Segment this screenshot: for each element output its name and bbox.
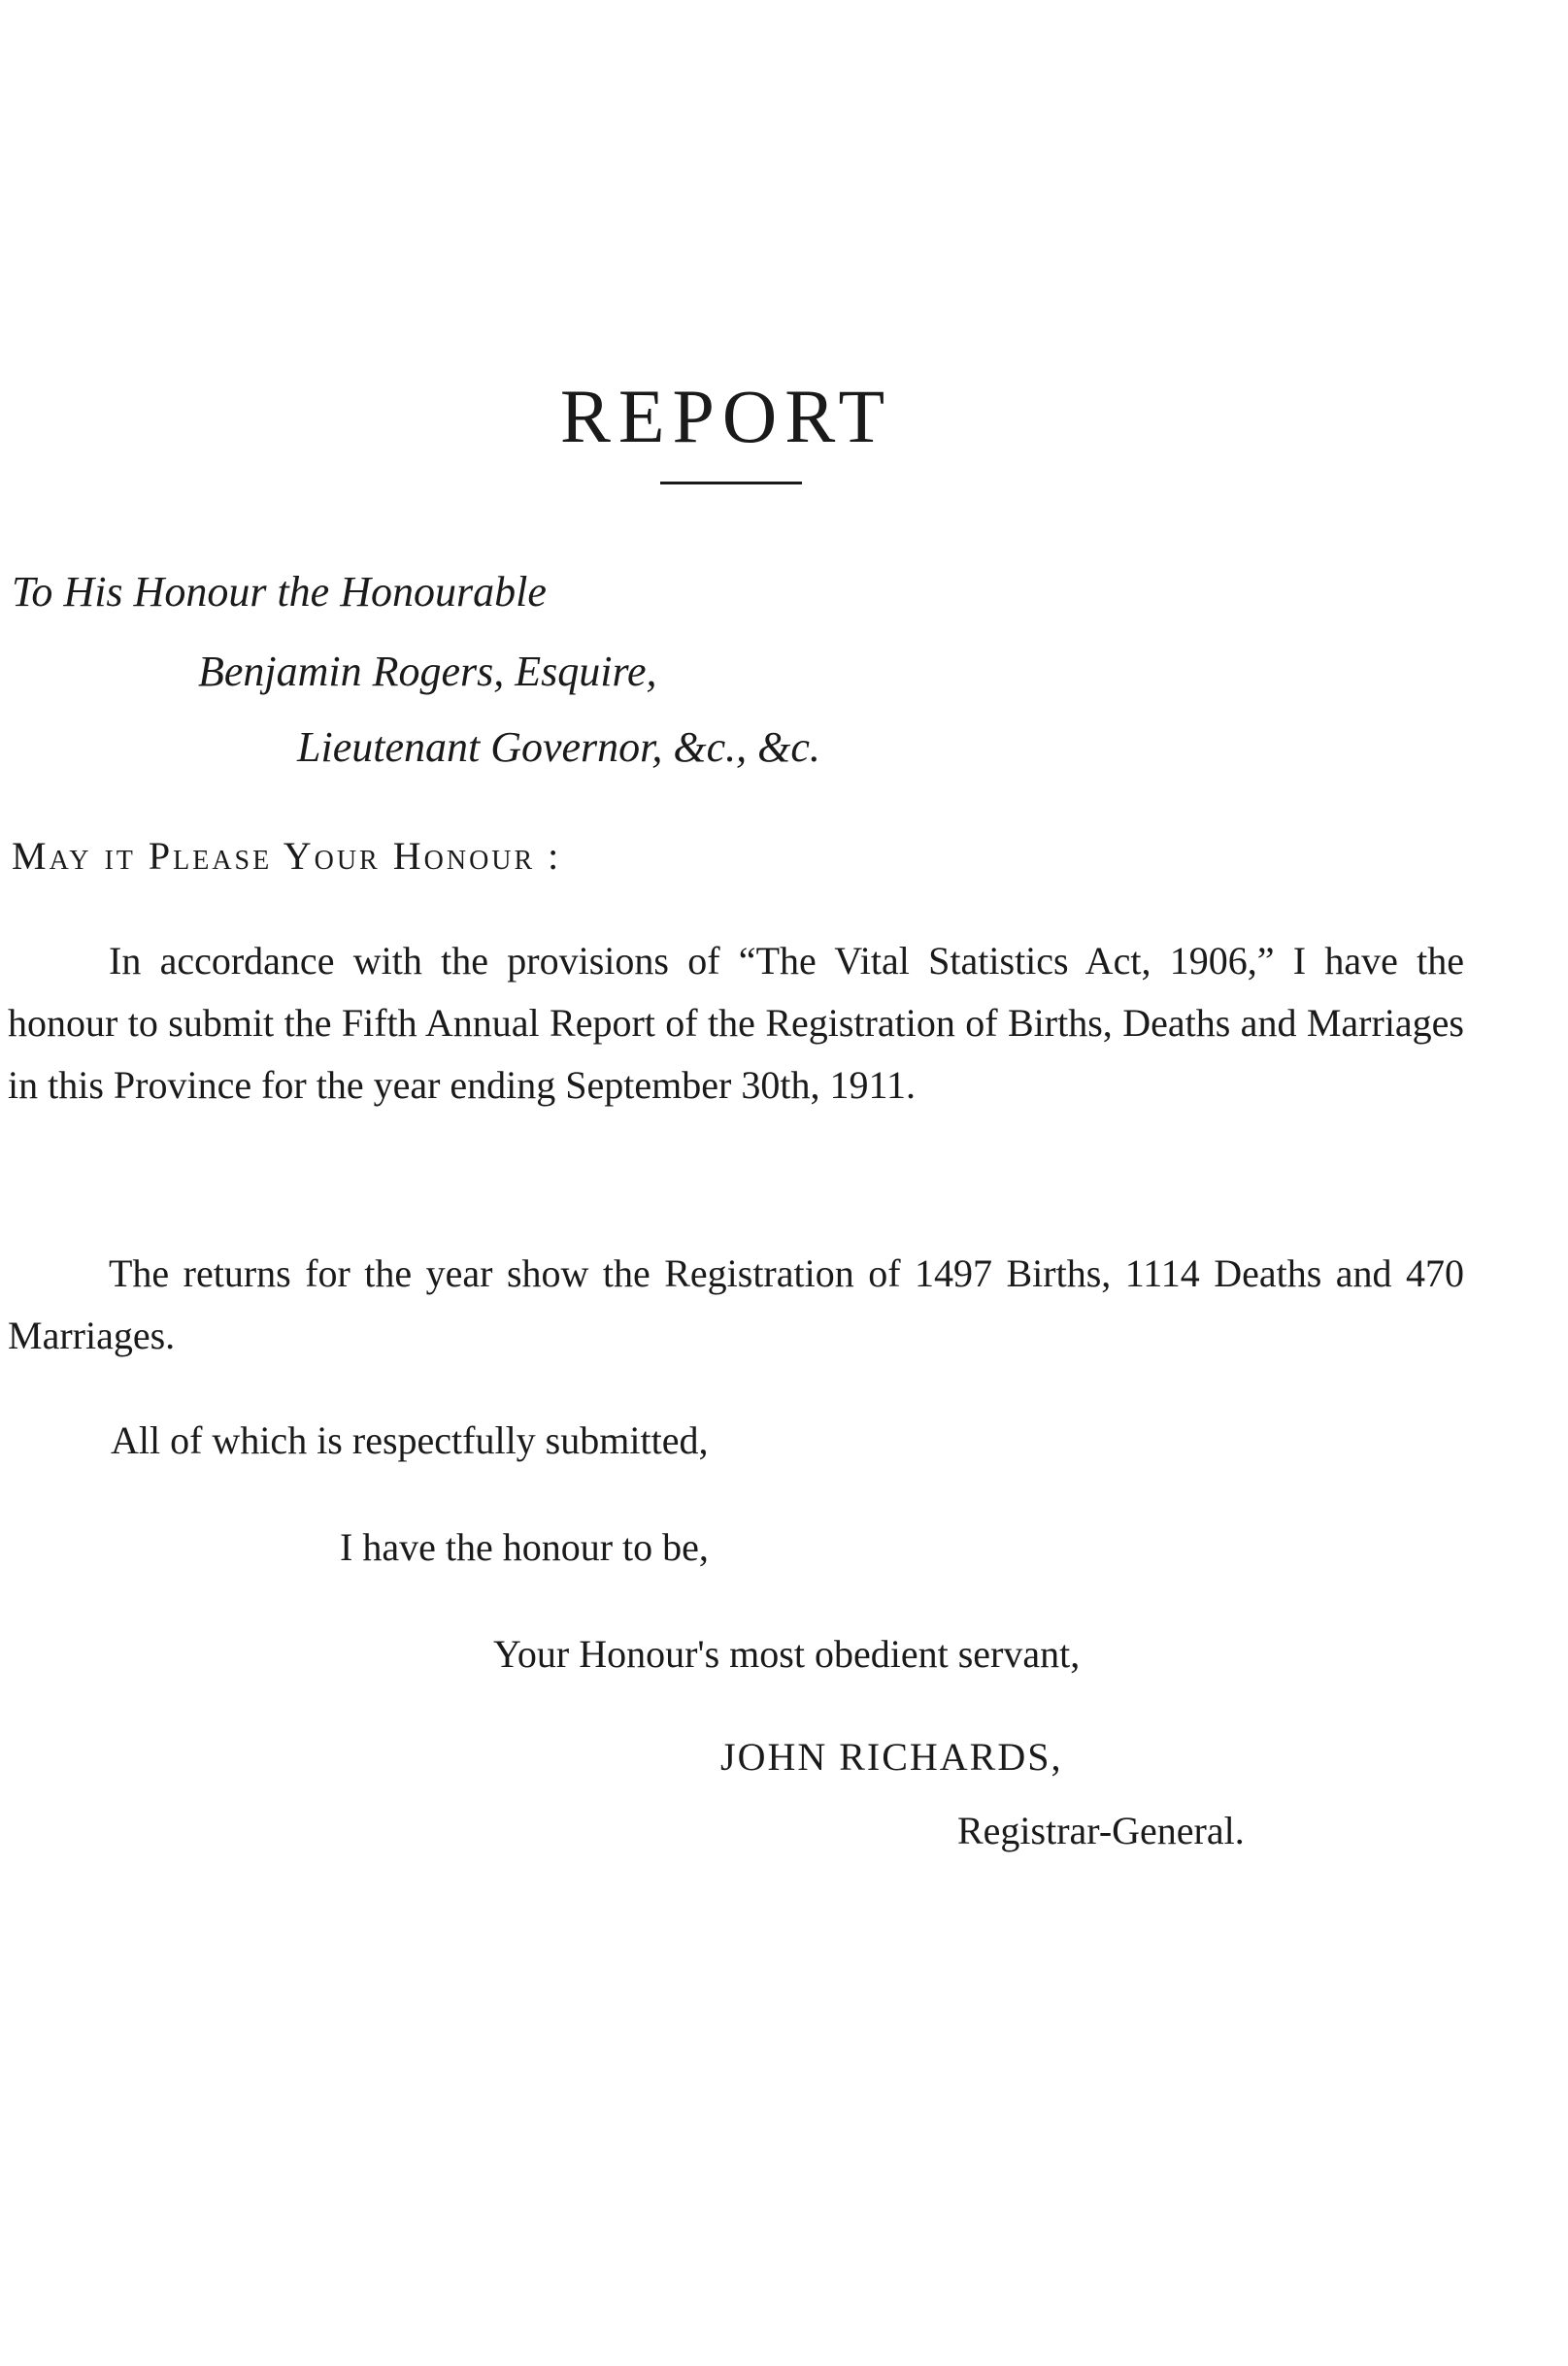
- title-divider: [660, 482, 802, 484]
- closing-line-2: I have the honour to be,: [340, 1525, 709, 1569]
- body-paragraph-1: In accordance with the provisions of “The Vital Statistics Act, 1906,” I have the honour to submit the Fifth Annual Report of the Registration of Births, Deaths and Marriages in this Province for the year ending September 30th, 1911.: [8, 939, 1464, 1107]
- address-line-2: Benjamin Rogers, Esquire,: [198, 648, 657, 695]
- signer-title: Registrar-General.: [957, 1809, 1245, 1852]
- address-line-3: Lieutenant Governor, &c., &c.: [297, 723, 820, 771]
- address-line-1: To His Honour the Honourable: [12, 568, 547, 616]
- closing-line-3: Your Honour's most obedient servant,: [493, 1632, 1081, 1676]
- page-title: REPORT: [559, 374, 893, 459]
- body-paragraph-2: The returns for the year show the Registration of 1497 Births, 1114 Deaths and 470 Marriages.: [8, 1251, 1464, 1357]
- salutation: May it Please Your Honour :: [12, 834, 562, 878]
- signer-name: JOHN RICHARDS,: [720, 1735, 1063, 1779]
- closing-line-1: All of which is respectfully submitted,: [111, 1418, 709, 1462]
